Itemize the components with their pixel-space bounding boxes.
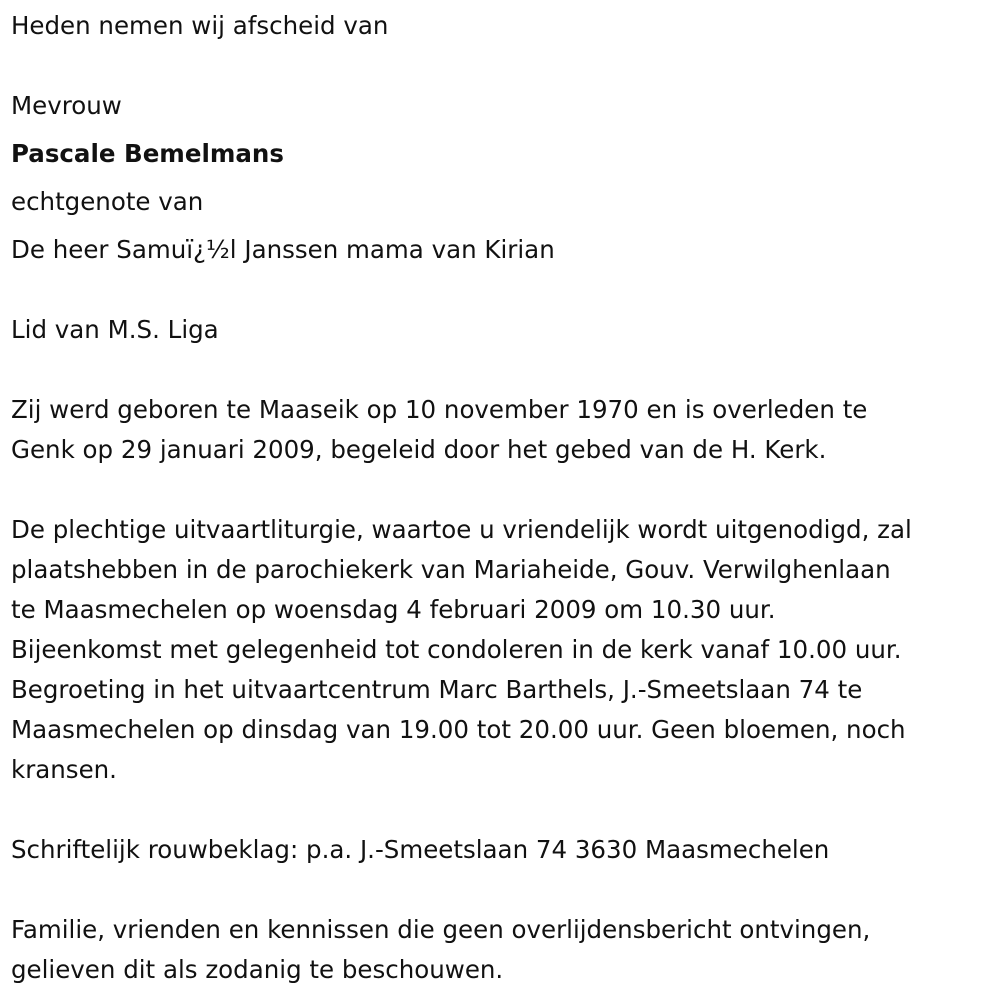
spouse-line: De heer Samuï¿½l Janssen mama van Kirian (11, 235, 555, 264)
membership-text: Lid van M.S. Liga (11, 315, 219, 344)
paragraph-line: Maasmechelen op dinsdag van 19.00 tot 20.00 uur. Geen bloemen, noch (11, 715, 906, 744)
deceased-name: Pascale Bemelmans (11, 139, 284, 168)
paragraph-line: De plechtige uitvaartliturgie, waartoe u vriendelijk wordt uitgenodigd, zal (11, 515, 912, 544)
salutation: Mevrouw (11, 91, 122, 120)
paragraph-line: Bijeenkomst met gelegenheid tot condoleren in de kerk vanaf 10.00 uur. (11, 635, 902, 664)
paragraph-line: Familie, vrienden en kennissen die geen overlijdensbericht ontvingen, (11, 915, 871, 944)
paragraph-line: kransen. (11, 755, 117, 784)
intro-text: Heden nemen wij afscheid van (11, 11, 389, 40)
paragraph-line: gelieven dit als zodanig te beschouwen. (11, 955, 504, 984)
paragraph-line: te Maasmechelen op woensdag 4 februari 2009 om 10.30 uur. (11, 595, 776, 624)
paragraph-line: Begroeting in het uitvaartcentrum Marc Barthels, J.-Smeetslaan 74 te (11, 675, 863, 704)
condolence-address: Schriftelijk rouwbeklag: p.a. J.-Smeetslaan 74 3630 Maasmechelen (11, 835, 830, 864)
paragraph-line: Zij werd geboren te Maaseik op 10 november 1970 en is overleden te (11, 395, 868, 424)
paragraph-line: plaatshebben in de parochiekerk van Mariaheide, Gouv. Verwilghenlaan (11, 555, 891, 584)
relation-text: echtgenote van (11, 187, 204, 216)
paragraph-line: Genk op 29 januari 2009, begeleid door het gebed van de H. Kerk. (11, 435, 827, 464)
